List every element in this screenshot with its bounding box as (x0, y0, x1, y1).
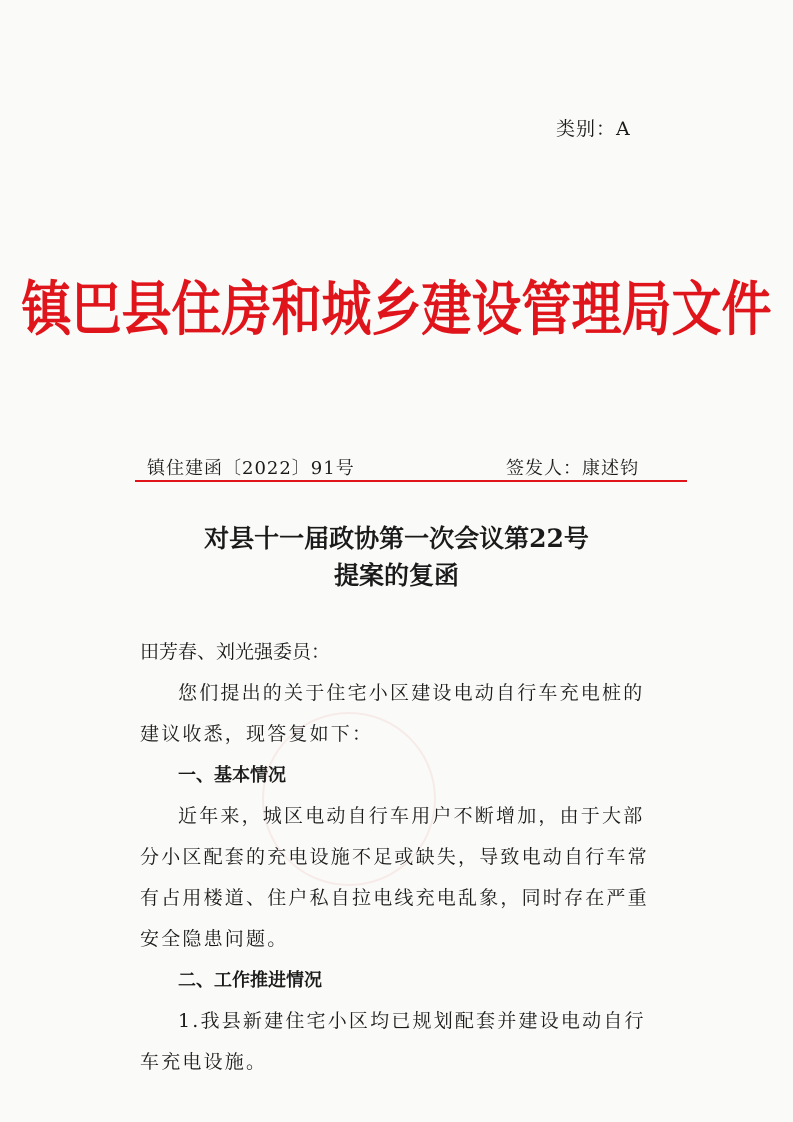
letter-body (140, 673, 665, 1083)
salutation: 田芳春、刘光强委员： (140, 641, 331, 663)
document-category: 类别：A (556, 118, 631, 140)
document-title-line-2: 提案的复函 (333, 561, 459, 590)
issuing-organization-title: 镇巴县住房和城乡建设管理局文件 (21, 274, 772, 344)
section-1-paragraph: 近年来，城区电动自行车用户不断增加，由于大部分小区配套的充电设施不足或缺失，导致电动自行车常有占用楼道、住户私自拉电线充电乱象，同时存在严重安全隐患问题。 (140, 805, 649, 950)
section-2-item-1: 1.我县新建住宅小区均已规划配套并建设电动自行车充电设施。 (140, 1010, 646, 1073)
red-divider-line (135, 480, 687, 482)
section-2-heading: 二、工作推进情况 (178, 970, 322, 991)
intro-paragraph: 您们提出的关于住宅小区建设电动自行车充电桩的建议收悉，现答复如下： (140, 682, 645, 745)
document-number: 镇住建函〔2022〕91号 (147, 458, 355, 479)
section-1-heading: 一、基本情况 (178, 765, 286, 786)
signer: 签发人：康述钧 (506, 458, 639, 479)
document-title (0, 520, 793, 594)
document-title-line-1: 对县十一届政协第一次会议第22号 (204, 524, 589, 553)
